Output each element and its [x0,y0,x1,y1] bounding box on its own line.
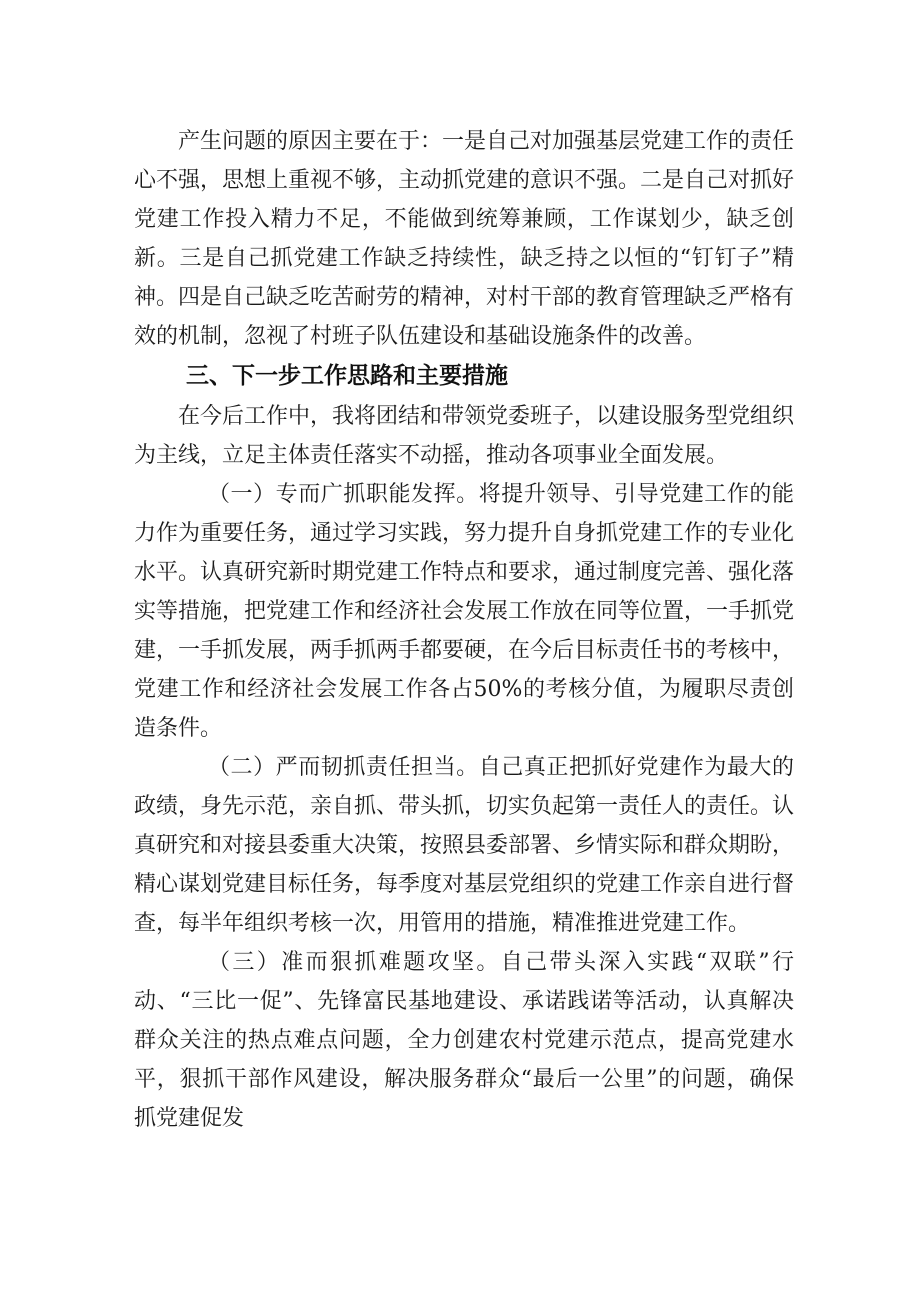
section-heading-next-steps: 三、下一步工作思路和主要措施 [186,363,508,389]
paragraph-item-3: （三）准而狠抓难题攻坚。自己带头深入实践“双联”行动、“三比一促”、先锋富民基地建设、承诺践诺等活动，认真解决群众关注的热点难点问题，全力创建农村党建示范点，提高党建水平，狠抓干部作风建设，解决服务群众“最后一公里”的问题，确保抓党建促发 [134,950,794,1131]
paragraph-item-2: （二）严而韧抓责任担当。自己真正把抓好党建作为最大的政绩，身先示范，亲自抓、带头抓，切实负起第一责任人的责任。认真研究和对接县委重大决策，按照县委部署、乡情实际和群众期盼，精心谋划党建目标任务，每季度对基层党组织的党建工作亲自进行督查，每半年组织考核一次，用管用的措施，精准推进党建工作。 [134,755,795,936]
paragraph-intro: 在今后工作中，我将团结和带领党委班子，以建设服务型党组织为主线，立足主体责任落实不动摇，推动各项事业全面发展。 [134,404,795,468]
document-body [134,122,794,1138]
paragraph-item-1: （一）专而广抓职能发挥。将提升领导、引导党建工作的能力作为重要任务，通过学习实践，努力提升自身抓党建工作的专业化水平。认真研究新时期党建工作特点和要求，通过制度完善、强化落实等措施，把党建工作和经济社会发展工作放在同等位置，一手抓党建，一手抓发展，两手抓两手都要硬，在今后目标责任书的考核中，党建工作和经济社会发展工作各占50%的考核分值，为履职尽责创造条件。 [134,482,795,741]
paragraph-causes: 产生问题的原因主要在于：一是自己对加强基层党建工作的责任心不强，思想上重视不够，主动抓党建的意识不强。二是自己对抓好党建工作投入精力不足，不能做到统筹兼顾，工作谋划少，缺乏创新。三是自己抓党建工作缺乏持续性，缺乏持之以恒的“钉钉子”精神。四是自己缺乏吃苦耐劳的精神，对村干部的教育管理缺乏严格有效的机制，忽视了村班子队伍建设和基础设施条件的改善。 [134,129,795,349]
